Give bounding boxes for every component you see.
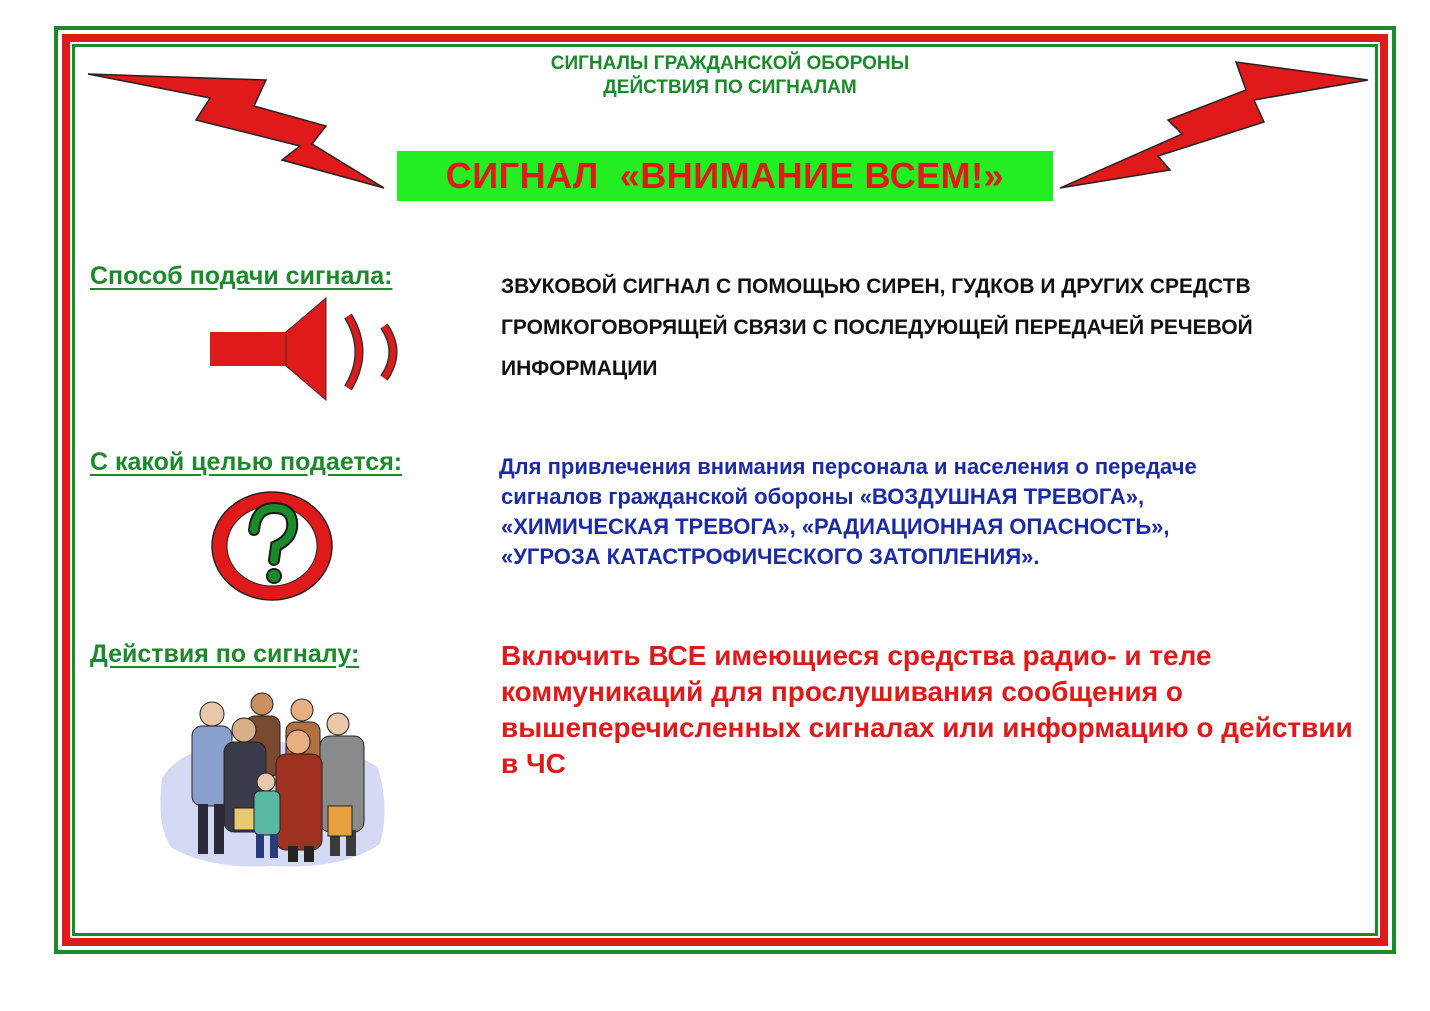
purpose-line-4: «УГРОЗА КАТАСТРОФИЧЕСКОГО ЗАТОПЛЕНИЯ». [501,544,1040,569]
method-label: Способ подачи сигнала: [90,262,393,290]
signal-title: СИГНАЛ «ВНИМАНИЕ ВСЕМ!» [445,155,1005,196]
actions-label: Действия по сигналу: [90,640,360,668]
lightning-bolt-icon [1058,60,1370,190]
signal-title-box [397,151,1053,201]
method-text: ЗВУКОВОЙ СИГНАЛ С ПОМОЩЬЮ СИРЕН, ГУДКОВ И ДРУГИХ СРЕДСТВ ГРОМКОГОВОРЯЩЕЙ СВЯЗИ С ПОСЛЕДУЮЩЕЙ ПЕРЕДАЧЕЙ РЕЧЕВОЙ ИНФОРМАЦИИ [501,275,1253,380]
header-title: СИГНАЛЫ ГРАЖДАНСКОЙ ОБОРОНЫ [550,53,910,74]
header-subtitle: ДЕЙСТВИЯ ПО СИГНАЛАМ [603,77,857,98]
purpose-line-2: сигналов гражданской обороны «ВОЗДУШНАЯ ТРЕВОГА», [501,484,1145,509]
actions-text: Включить ВСЕ имеющиеся средства радио- и теле коммуникаций для прослушивания сообщения о вышеперечисленных сигналах или информацию о действии в ЧС [501,640,1353,779]
purpose-line-1: Для привлечения внимания персонала и населения о передаче [499,454,1197,479]
question-mark-icon [208,488,338,606]
loudspeaker-icon [208,296,412,404]
purpose-line-3: «ХИМИЧЕСКАЯ ТРЕВОГА», «РАДИАЦИОННАЯ ОПАСНОСТЬ», [501,514,1170,539]
purpose-label: С какой целью подается: [90,448,403,476]
lightning-bolt-icon [86,66,386,190]
people-crowd-illustration [152,688,392,872]
purpose-text [499,452,1359,572]
